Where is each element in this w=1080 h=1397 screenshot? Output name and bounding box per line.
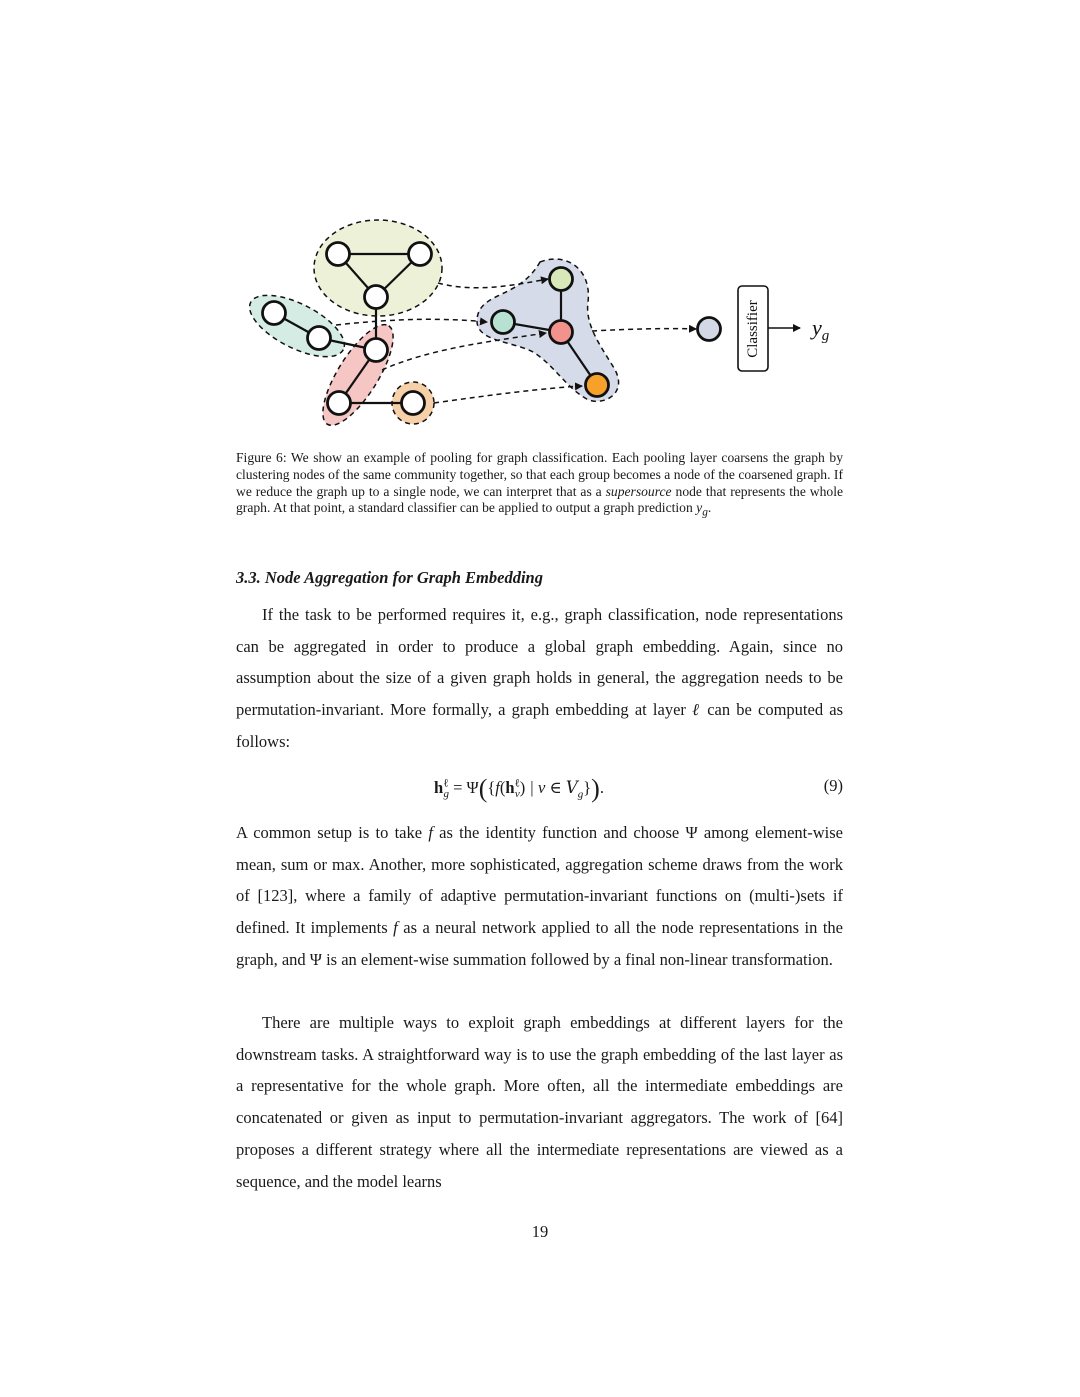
equation-9 [236,772,843,804]
figure-caption: Figure 6: We show an example of pooling for graph classification. Each pooling layer coarsens the graph by clustering nodes of the same community together, so that each group becomes a node of the coarsened graph. If we reduce the graph up to a single node, we can interpret that as a supersource node that represents the whole graph. At that point, a standard classifier can be applied to output a graph prediction $y_g$. [236,450,844,520]
graph-node [327,243,350,266]
graph-node [308,327,331,350]
mapping-arrow-teal [336,319,487,325]
graph-node [409,243,432,266]
equation-number: (9) [823,776,843,795]
mapping-arrow-supersource [592,329,696,331]
coarsened-node-green [550,268,573,291]
coarsened-node-orange [586,374,609,397]
pooling-figure [0,0,1080,440]
caption-emphasis: supersource [605,483,672,499]
paragraph-1: If the task to be performed requires it, e.g., graph classification, node representations can be aggregated in order to produce a global graph embedding. Again, since no assumption about the size of a given graph holds in general, the aggregation needs to be permutation-invariant. More formally, a graph embedding at layer ℓ can be computed as follows: [236,605,843,751]
paragraph-3: There are multiple ways to exploit graph embeddings at different layers for the downstream tasks. A straightforward way is to use the graph embedding of the last layer as a representative for the whole graph. More often, all the intermediate embeddings are concatenated or given as input to permutation-invariant aggregators. The work of [64] proposes a different strategy where all the intermediate representations are viewed as a sequence, and the model learns [236,1013,843,1191]
graph-node [365,339,388,362]
page-number: 19 [531,1222,549,1241]
supersource-node [698,318,721,341]
mapping-arrow-orange [434,386,582,403]
equation-body: $h^\ell_g = \Psi(\{f(h^\ell_v)$ | v ∈ $V_g$}). [434,774,604,803]
graph-node [263,302,286,325]
section-heading: 3.3. Node Aggregation for Graph Embedding [236,568,543,587]
paragraph-2: A common setup is to take f as the identity function and choose Ψ among element-wise mean, sum or max. Another, more sophisticated, aggregation scheme draws from the work of [123], where a family of adaptive permutation-invariant functions on (multi-)sets if defined. It implements f as a neural network applied to all the node representations in the graph, and Ψ is an element-wise summation followed by a final non-linear transformation. [236,823,844,969]
graph-node [365,286,388,309]
classifier-label: Classifier [745,300,761,358]
graph-node [328,392,351,415]
coarsened-node-red [550,321,573,344]
coarsened-node-teal [492,311,515,334]
graph-node [402,392,425,415]
output-label: $y_g$ [812,315,830,344]
